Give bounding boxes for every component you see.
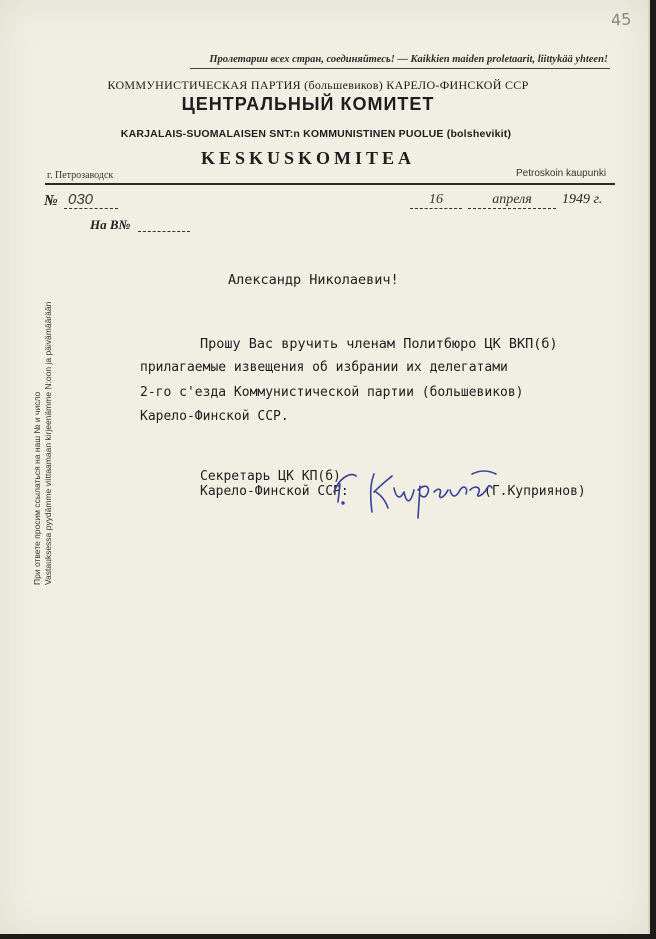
signatory-name: (Г.Куприянов) bbox=[484, 484, 586, 499]
slogan-rule bbox=[190, 68, 610, 69]
body-line: прилагаемые извещения об избрании их делегатами bbox=[140, 360, 508, 375]
number-label: № bbox=[44, 193, 58, 209]
committee-name-ru: ЦЕНТРАЛЬНЫЙ КОМИТЕТ bbox=[181, 94, 435, 114]
city-fi: Petroskoin kaupunki bbox=[516, 168, 607, 179]
letterhead-rule bbox=[45, 183, 615, 185]
signature-drawing bbox=[330, 462, 505, 522]
date-day: 16 bbox=[410, 192, 462, 209]
city-ru: г. Петрозаводск bbox=[47, 170, 114, 181]
date-year: 1949 г. bbox=[562, 192, 603, 207]
number-value: 030 bbox=[64, 191, 118, 209]
reference-label: На В№ bbox=[90, 217, 131, 232]
party-name-ru: КОММУНИСТИЧЕСКАЯ ПАРТИЯ (большевиков) КАРЕЛО-ФИНСКОЙ ССР bbox=[107, 78, 529, 92]
body-line: Прошу Вас вручить членам Политбюро ЦК ВКП(б) bbox=[200, 336, 558, 352]
reply-instruction-note bbox=[32, 302, 54, 585]
body-line: Карело-Финской ССР. bbox=[140, 409, 289, 424]
letterhead-slogan: Пролетарии всех стран, соединяйтесь! — Kaikkien maiden proletaarit, liittykää yhteen! bbox=[209, 54, 608, 65]
handwritten-signature bbox=[330, 462, 505, 522]
reply-instruction-ru: При ответе просим ссылаться на наш № и число bbox=[32, 391, 42, 585]
committee-name-fi: KESKUSKOMITEA bbox=[200, 148, 416, 168]
party-name-fi: KARJALAIS-SUOMALAISEN SNT:n KOMMUNISTINEN PUOLUE (bolshevikit) bbox=[120, 128, 512, 140]
reply-instruction-fi: Vastauksessa pyydämme viittaamaan kirjeenämme N:oon ja päivämäärään bbox=[43, 301, 53, 585]
salutation: Александр Николаевич! bbox=[228, 272, 399, 288]
reference-value bbox=[138, 216, 190, 232]
archive-number: 45 bbox=[610, 9, 632, 30]
body-line: 2-го с'езда Коммунистической партии (большевиков) bbox=[140, 385, 524, 400]
signature-title-line1: Секретарь ЦК КП(б) bbox=[200, 469, 341, 484]
date-month: апреля bbox=[468, 192, 556, 209]
signature-title-line2: Карело-Финской ССР: bbox=[200, 484, 349, 499]
